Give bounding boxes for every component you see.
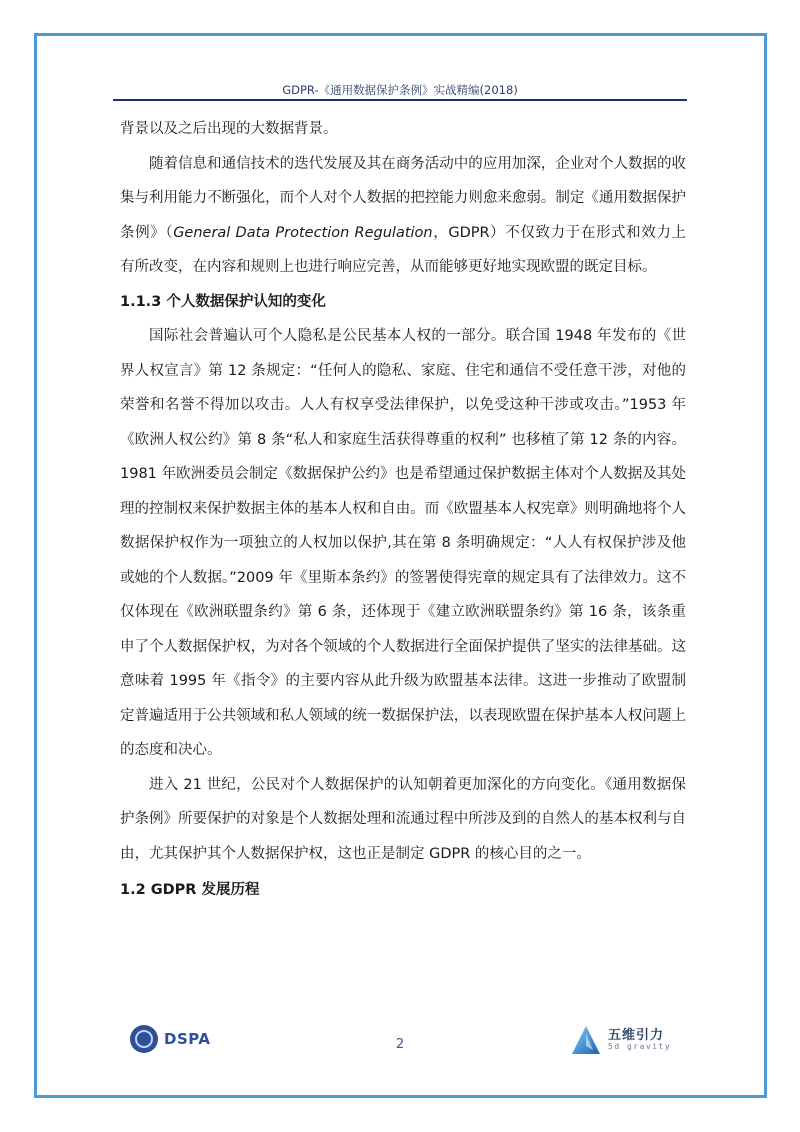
paragraph-continued: 背景以及之后出现的大数据背景。 <box>120 121 338 137</box>
paragraph-text: 随着信息和通信技术的迭代发展及其在商务活动中的应用加深，企业对个人数据的收集与利用能力不断强化，而个人对个人数据的把控能力则愈来愈弱。制定《通用数据保护条例》（ <box>120 155 686 241</box>
paragraph-text-tail: ，GDPR）不仅致力于在形式和效力上有所改变，在内容和规则上也进行响应完善，从而能够更好地实现欧盟的既定目标。 <box>120 224 686 275</box>
dspa-seal-icon <box>130 1025 158 1053</box>
triangle-logo-icon <box>570 1024 602 1056</box>
dspa-logo-text: DSPA <box>164 1030 211 1048</box>
header-rule <box>113 99 687 101</box>
dspa-logo <box>130 1022 210 1056</box>
5d-gravity-logo <box>570 1022 671 1058</box>
document-body <box>120 112 686 908</box>
paragraph-21st-century: 进入 21 世纪，公民对个人数据保护的认知朝着更加深化的方向变化。《通用数据保护条例》所要保护的对象是个人数据处理和流通过程中所涉及到的自然人的基本权利与自由，尤其保护其个人数据保护权，这也正是制定 GDPR 的核心目的之一。 <box>120 776 686 862</box>
paragraph-human-rights: 国际社会普遍认可个人隐私是公民基本人权的一部分。联合国 1948 年发布的《世界人权宣言》第 12 条规定：“任何人的隐私、家庭、住宅和通信不受任意干涉，对他的荣誉和名誉不得加以攻击。人人有权享受法律保护，以免受这种干涉或攻击。”1953 年《欧洲人权公约》第 8 条“私人和家庭生活获得尊重的权利” 也移植了第 12 条的内容。1981 年欧洲委员会制定《数据保护公约》也是希望通过保护数据主体对个人数据及其处理的控制权来保护数据主体的基本人权和自由。而《欧盟基本人权宪章》则明确地将个人数据保护权作为一项独立的人权加以保护,其在第 8 条明确规定：“人人有权保护涉及他或她的个人数据。”2009 年《里斯本条约》的签署使得宪章的规定具有了法律效力。这不仅体现在《欧洲联盟条约》第 6 条，还体现于《建立欧洲联盟条约》第 16 条，该条重申了个人数据保护权，为对各个领域的个人数据进行全面保护提供了坚实的法律基础。这意味着 1995 年《指令》的主要内容从此升级为欧盟基本法律。这进一步推动了欧盟制定普遍适用于公共领域和私人领域的统一数据保护法，以表现欧盟在保护基本人权问题上的态度和决心。 <box>120 328 686 758</box>
brand-name-cn: 五维引力 <box>608 1027 665 1043</box>
page-number: 2 <box>395 1037 405 1052</box>
brand-name-en: 5d gravity <box>608 1041 672 1051</box>
running-header: GDPR-《通用数据保护条例》实战精编(2018) <box>282 83 518 97</box>
gdpr-english-name: General Data Protection Regulation <box>173 224 433 241</box>
section-heading-1-2: 1.2 GDPR 发展历程 <box>120 882 260 898</box>
section-heading-1-1-3: 1.1.3 个人数据保护认知的变化 <box>120 293 326 310</box>
paragraph-ict-development <box>120 147 686 285</box>
